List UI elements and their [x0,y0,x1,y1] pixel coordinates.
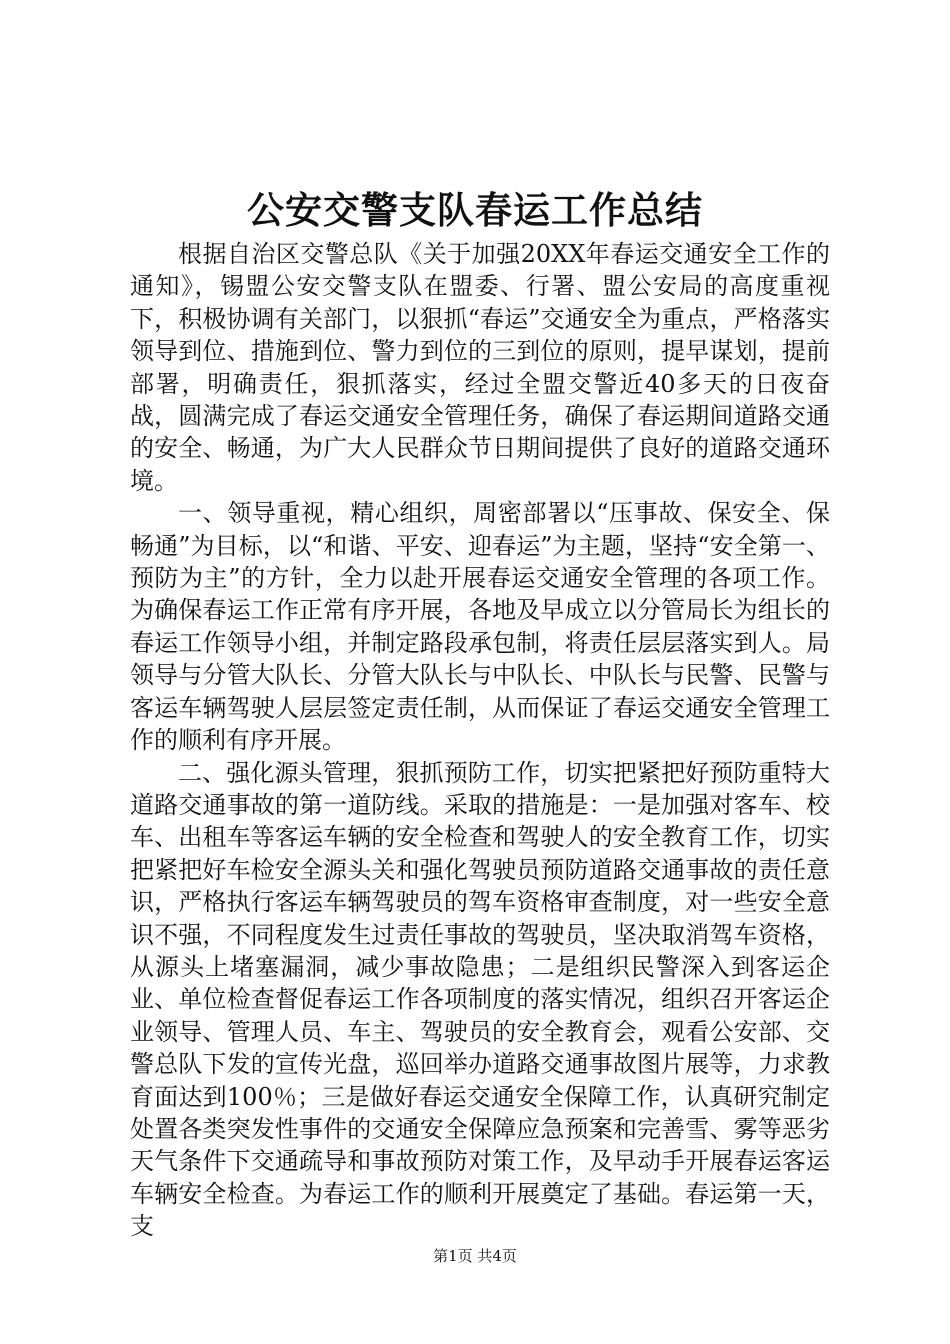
paragraph-section-2: 二、强化源头管理，狠抓预防工作，切实把紧把好预防重特大道路交通事故的第一道防线。采取的措施是：一是加强对客车、校车、出租车等客运车辆的安全检查和驾驶人的安全教育工作，切实把紧把好车检安全源头关和强化驾驶员预防道路交通事故的责任意识，严格执行客运车辆驾驶员的驾车资格审查制度，对一些安全意识不强，不同程度发生过责任事故的驾驶员，坚决取消驾车资格，从源头上堵塞漏洞，减少事故隐患；二是组织民警深入到客运企业、单位检查督促春运工作各项制度的落实情况，组织召开客运企业领导、管理人员、车主、驾驶员的安全教育会，观看公安部、交警总队下发的宣传光盘，巡回举办道路交通事故图片展等，力求教育面达到100％；三是做好春运交通安全保障工作，认真研究制定处置各类突发性事件的交通安全保障应急预案和完善雪、雾等恶劣天气条件下交通疏导和事故预防对策工作，及早动手开展春运客运车辆安全检查。为春运工作的顺利开展奠定了基础。春运第一天，支 [130,758,830,1241]
paragraph-section-1: 一、领导重视，精心组织，周密部署以“压事故、保安全、保畅通”为目标，以“和谐、平安、迎春运”为主题，坚持“安全第一、预防为主”的方针，全力以赴开展春运交通安全管理的各项工作。为确保春运工作正常有序开展，各地及早成立以分管局长为组长的春运工作领导小组，并制定路段承包制，将责任层层落实到人。局领导与分管大队长、分管大队长与中队长、中队长与民警、民警与客运车辆驾驶人层层签定责任制，从而保证了春运交通安全管理工作的顺利有序开展。 [130,499,830,755]
page-number-footer: 第1页 共4页 [433,1247,517,1265]
document-body [130,238,830,1243]
paragraph-intro: 根据自治区交警总队《关于加强20XX年春运交通安全工作的通知》，锡盟公安交警支队在盟委、行署、盟公安局的高度重视下，积极协调有关部门，以狠抓“春运”交通安全为重点，严格落实领导到位、措施到位、警力到位的三到位的原则，提早谋划，提前部署，明确责任，狠抓落实，经过全盟交警近40多天的日夜奋战，圆满完成了春运交通安全管理任务，确保了春运期间道路交通的安全、畅通，为广大人民群众节日期间提供了良好的道路交通环境。 [130,240,830,495]
document-title: 公安交警支队春运工作总结 [247,188,703,232]
